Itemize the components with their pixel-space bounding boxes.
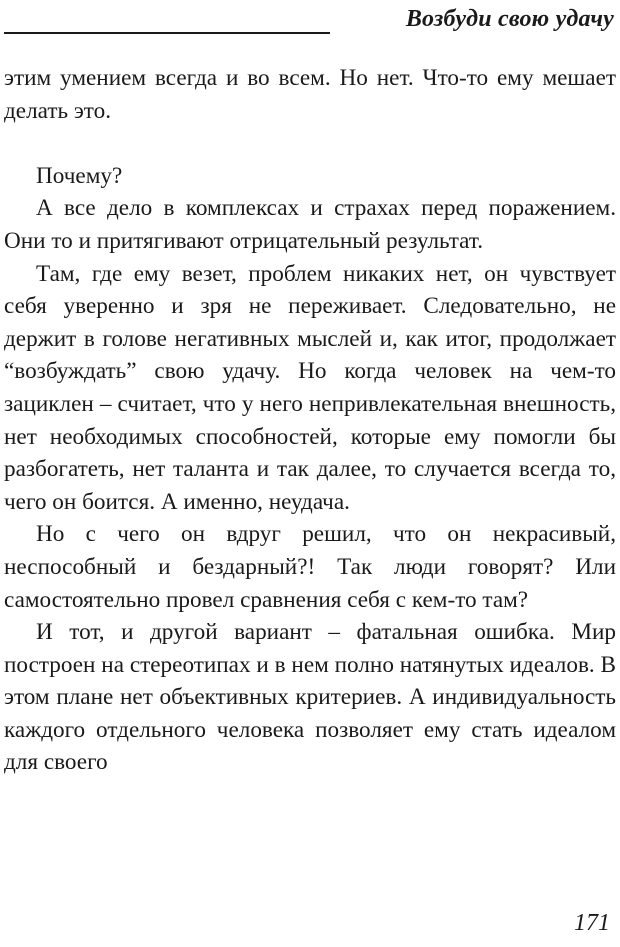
paragraph: И тот, и другой вариант – фатальная ошибка. Мир построен на стереотипах и в нем полно натянутых идеалов. В этом плане нет объективных критериев. А индивидуальность каждого отдельного человека позволяет ему стать идеалом для своего: [4, 619, 616, 776]
paragraph: Но с чего он вдруг решил, что он некрасивый, неспособный и бездарный?! Так люди говорят? Или самостоятельно провел сравнения себя с кем-то там?: [4, 521, 616, 613]
running-header-title: Возбуди свою удачу: [405, 6, 614, 32]
paragraph: А все дело в комплексах и страхах перед поражением. Они то и притягивают отрицательный результат.: [4, 195, 616, 254]
paragraph: Там, где ему везет, проблем никаких нет, он чувствует себя уверенно и зря не переживает. Следовательно, не держит в голове негативных мыслей и, как итог, продолжает “возбуждать” свою удачу. Но когда человек на чем-то зациклен – считает, что у него непривлекательная внешность, нет необходимых способностей, которые ему помогли бы разбогатеть, нет таланта и так далее, то случается всегда то, чего он боится. А именно, неудача.: [4, 260, 616, 515]
paragraph-question: Почему?: [36, 162, 123, 189]
running-header: [0, 6, 620, 40]
header-rule: [4, 32, 330, 34]
paragraph-continuation: этим умением всегда и во всем. Но нет. Что-то ему мешает делать это.: [4, 65, 616, 124]
page-body: [4, 62, 616, 779]
page-number: 171: [574, 910, 610, 936]
